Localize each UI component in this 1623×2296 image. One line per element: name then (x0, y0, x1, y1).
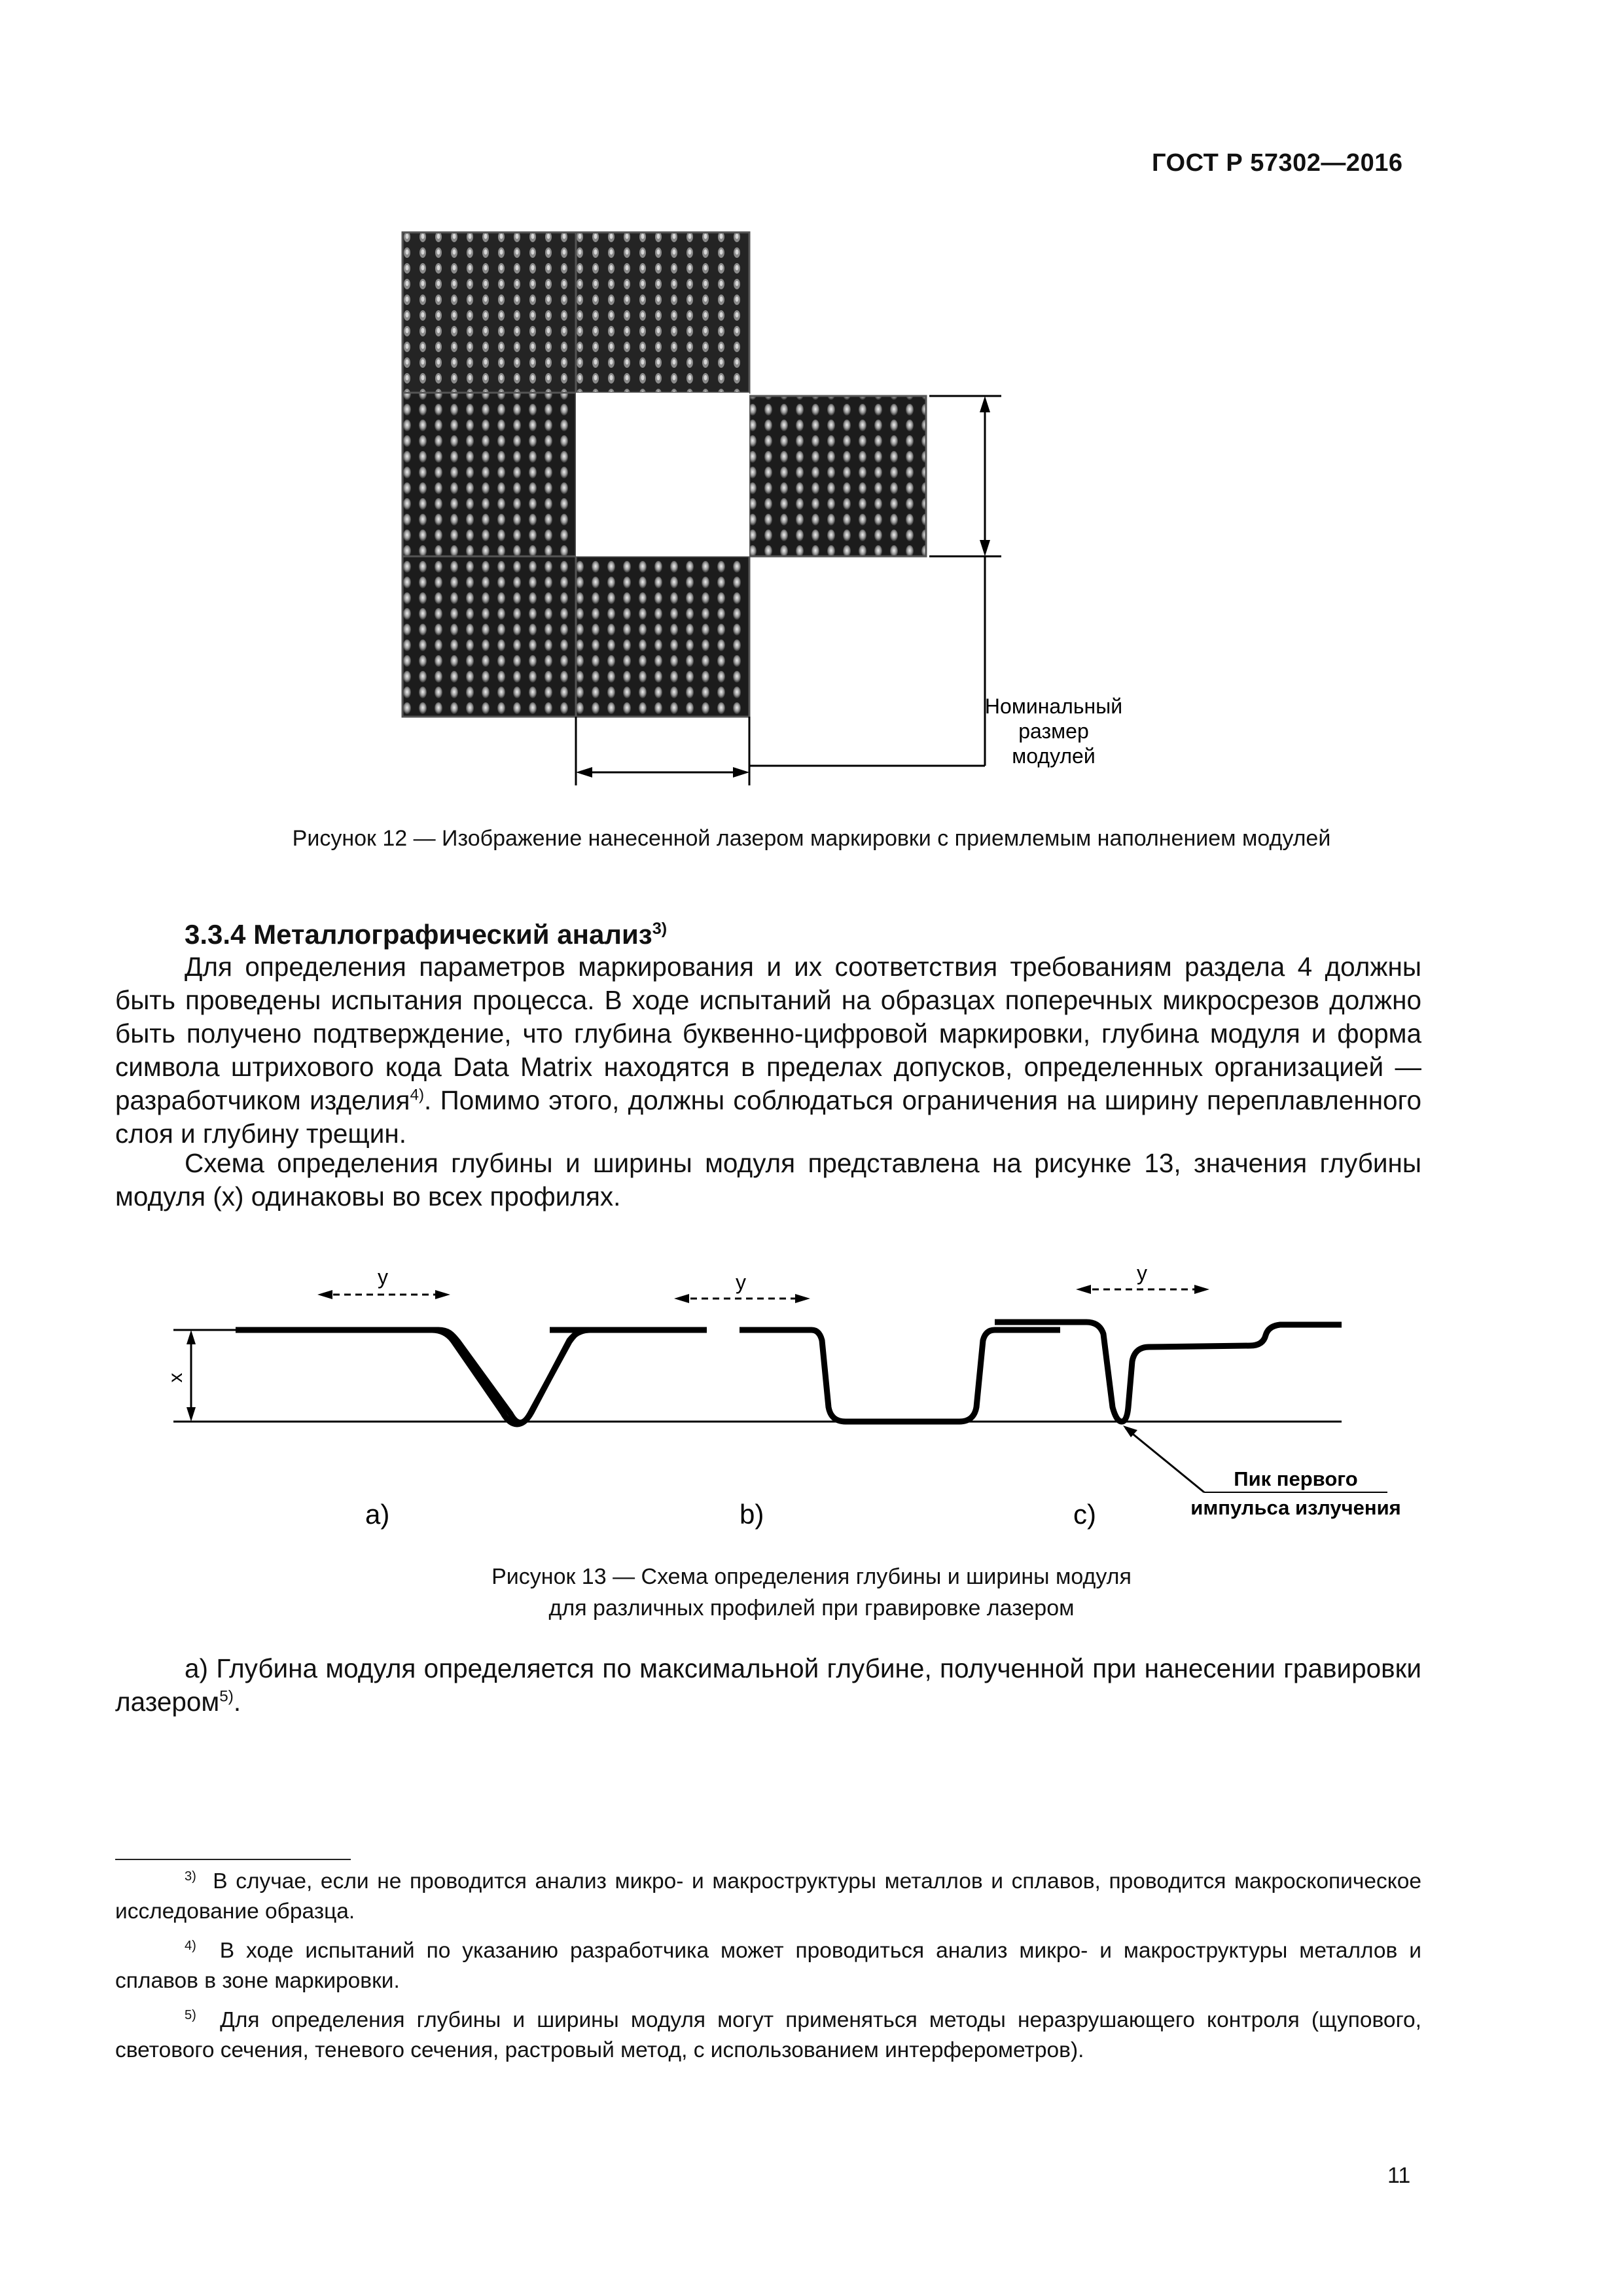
figure-13-profiles-diagram (151, 1257, 1420, 1532)
figure-13-caption (0, 1561, 1623, 1624)
module-block (576, 556, 749, 717)
peak-label-line2: импульса излучения (1190, 1496, 1401, 1519)
page-number: 11 (1387, 2163, 1411, 2188)
y-label-b: y (736, 1270, 746, 1294)
empty-module (576, 393, 749, 556)
item-a-paragraph: а) Глубина модуля определяется по максимальной глубине, полученной при нанесении гравировки лазером$^{5)}$. (115, 1653, 1421, 1717)
nominal-size-label-line3: модулей (1012, 744, 1096, 768)
nominal-size-label-line2: размер (1018, 719, 1089, 743)
footnote-3: $^{3)}$ В случае, если не проводится анализ микро- и макроструктуры металлов и сплавов, проводится макроскопическое исследование образца. (115, 1869, 1421, 1924)
y-label-c: y (1137, 1261, 1147, 1285)
section-paragraph-1: Для определения параметров маркирования и их соответствия требованиям раздела 4 должны быть проведены испытания процесса. В ходе испытаний на образцах поперечных микросрезов должно быть получено подтверждение, что глубина буквенно-цифровой маркировки, глубина модуля и форма символа штрихового кода Data Matrix находятся в пределах допусков, определенных организацией — разработчиком изделия$^{4)}$. Помимо этого, должны соблюдаться ограничения на ширину переплавленного слоя и глубину трещин. (115, 952, 1421, 1149)
module-block (749, 396, 926, 556)
footnote-5: $^{5)}$ Для определения глубины и ширины модуля могут применяться методы неразрушающего контроля (щупового, светового сечения, теневого сечения, растровый метод, с использованием интерферометров). (115, 2007, 1421, 2062)
footnote-4: $^{4)}$ В ходе испытаний по указанию разработчика может проводиться анализ микро- и макроструктуры металлов и сплавов в зоне маркировки. (115, 1938, 1421, 1993)
footnote-separator (115, 1859, 351, 1860)
module-block (402, 232, 576, 393)
profile-b (740, 1330, 1060, 1422)
profile-c (995, 1322, 1342, 1422)
section-heading: 3.3.4 Металлографический анализ$^{3)}$ (185, 919, 668, 950)
footnote-ref-4: 4) (410, 1086, 425, 1104)
peak-pointer (1126, 1428, 1204, 1492)
nominal-size-label-line1: Номинальный (984, 694, 1123, 718)
y-label-a: y (378, 1265, 388, 1289)
figure-12-datamatrix-image (399, 229, 1185, 792)
footnote-ref-3: 3) (652, 920, 668, 938)
profile-label-c: c) (1073, 1499, 1096, 1530)
profile-label-b: b) (740, 1499, 764, 1530)
module-block (402, 393, 576, 556)
document-standard-number: ГОСТ Р 57302—2016 (1152, 149, 1403, 177)
figure-13-caption-line2: для различных профилей при гравировке лазером (548, 1596, 1075, 1621)
footnotes (115, 1867, 1421, 2075)
footnote-ref-5: 5) (219, 1687, 234, 1706)
peak-label-line1: Пик первого (1234, 1467, 1358, 1490)
module-block (402, 556, 576, 717)
profile-label-a: a) (365, 1499, 390, 1530)
figure-13-caption-line1: Рисунок 13 — Схема определения глубины и ширины модуля (491, 1564, 1132, 1589)
x-label: x (165, 1372, 187, 1383)
figure-12-caption: Рисунок 12 — Изображение нанесенной лазером маркировки с приемлемым наполнением модулей (292, 826, 1331, 851)
section-paragraph-2: Схема определения глубины и ширины модуля представлена на рисунке 13, значения глубины модуля (x) одинаковы во всех профилях. (115, 1148, 1421, 1211)
module-block (576, 232, 749, 393)
